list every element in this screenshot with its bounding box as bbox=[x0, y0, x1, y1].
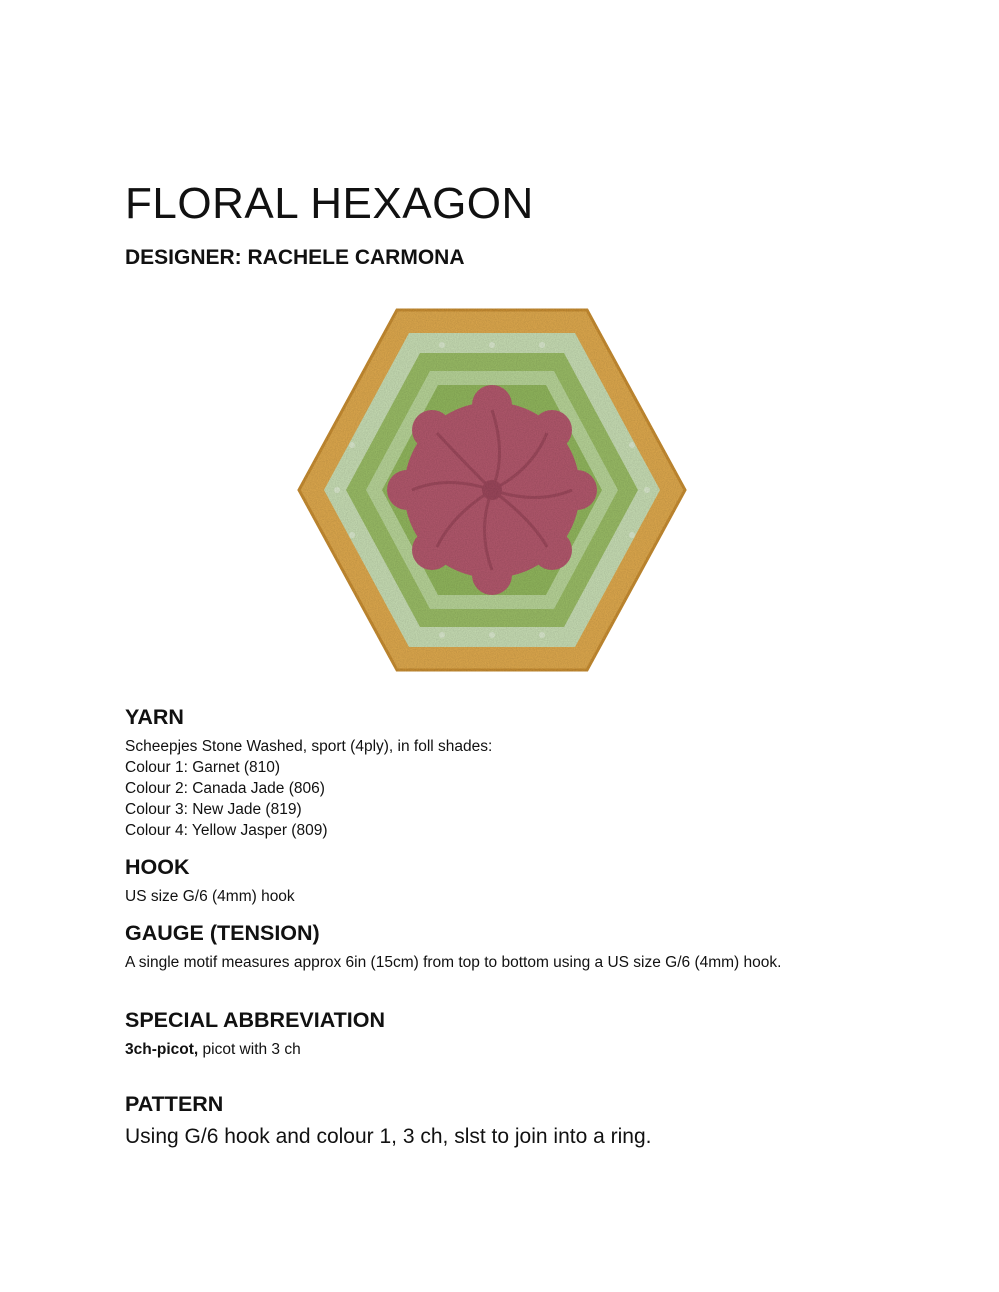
gauge-heading: GAUGE (TENSION) bbox=[125, 921, 320, 945]
abbreviation-heading: SPECIAL ABBREVIATION bbox=[125, 1008, 386, 1032]
hook-heading: HOOK bbox=[125, 855, 190, 879]
hook-section bbox=[125, 853, 885, 907]
abbreviation-term: 3ch-picot, bbox=[125, 1041, 199, 1058]
yarn-line: Colour 3: New Jade (819) bbox=[125, 801, 302, 818]
gauge-section bbox=[125, 919, 885, 973]
pattern-section bbox=[125, 1090, 885, 1151]
hook-text: US size G/6 (4mm) hook bbox=[125, 888, 295, 905]
abbreviation-entry bbox=[125, 1039, 885, 1060]
gauge-text: A single motif measures approx 6in (15cm) from top to bottom using a US size G/6 (4mm) hook. bbox=[125, 954, 782, 971]
pattern-instruction: Using G/6 hook and colour 1, 3 ch, slst to join into a ring. bbox=[125, 1125, 652, 1148]
yarn-line: Colour 1: Garnet (810) bbox=[125, 759, 281, 776]
designer-credit: DESIGNER: RACHELE CARMONA bbox=[125, 246, 465, 269]
page-title: FLORAL HEXAGON bbox=[125, 179, 534, 228]
crochet-hexagon-photo bbox=[292, 305, 692, 675]
yarn-line: Scheepjes Stone Washed, sport (4ply), in foll shades: bbox=[125, 738, 493, 755]
yarn-line: Colour 2: Canada Jade (806) bbox=[125, 780, 325, 797]
abbreviation-section bbox=[125, 1006, 885, 1060]
yarn-line: Colour 4: Yellow Jasper (809) bbox=[125, 822, 328, 839]
abbreviation-definition: picot with 3 ch bbox=[198, 1041, 301, 1058]
flower-centre-colour-1 bbox=[387, 385, 597, 595]
yarn-section bbox=[125, 703, 885, 841]
pattern-heading: PATTERN bbox=[125, 1092, 224, 1116]
yarn-heading: YARN bbox=[125, 705, 184, 729]
